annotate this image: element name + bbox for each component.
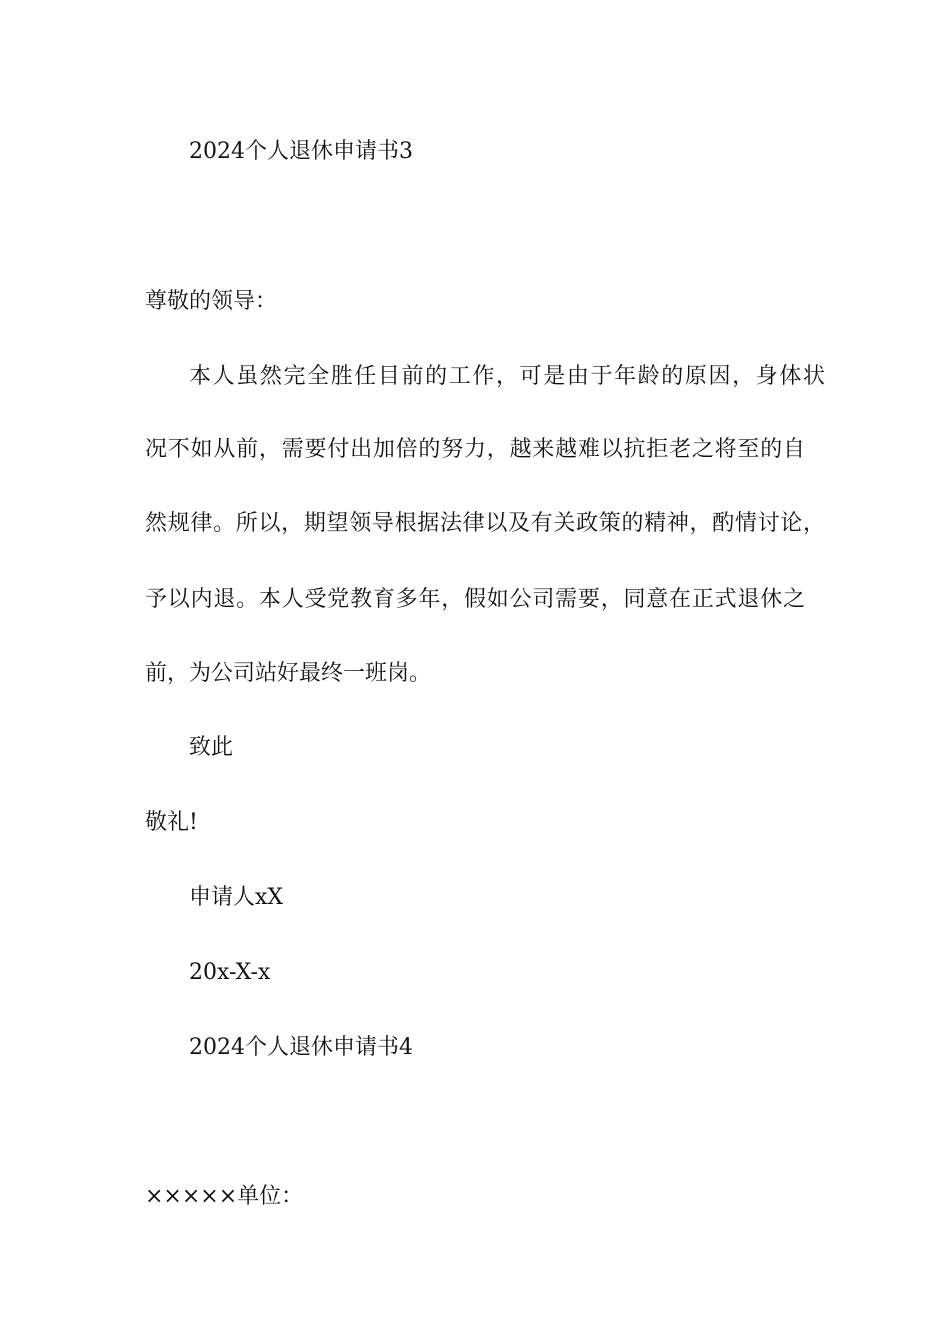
body-line: 况不如从前，需要付出加倍的努力，越来越难以抗拒老之将至的自 xyxy=(145,437,805,462)
application-date: 20x-X-x xyxy=(189,960,271,985)
section-heading: 2024个人退休申请书3 xyxy=(189,139,413,164)
body-line: 本人虽然完全胜任目前的工作，可是由于年龄的原因，身体状 xyxy=(189,364,825,389)
closing-salute: 敬礼! xyxy=(145,810,198,835)
section-heading: 2024个人退休申请书4 xyxy=(189,1035,413,1060)
body-line: 前，为公司站好最终一班岗。 xyxy=(145,661,432,686)
body-line: 然规律。所以，期望领导根据法律以及有关政策的精神，酌情讨论， xyxy=(145,511,825,536)
applicant-signature: 申请人xX xyxy=(189,885,284,910)
body-line: 予以内退。本人受党教育多年，假如公司需要，同意在正式退休之 xyxy=(145,587,805,612)
salutation: ×××××单位： xyxy=(145,1184,304,1209)
closing-phrase: 致此 xyxy=(189,735,234,760)
salutation: 尊敬的领导： xyxy=(145,289,278,314)
